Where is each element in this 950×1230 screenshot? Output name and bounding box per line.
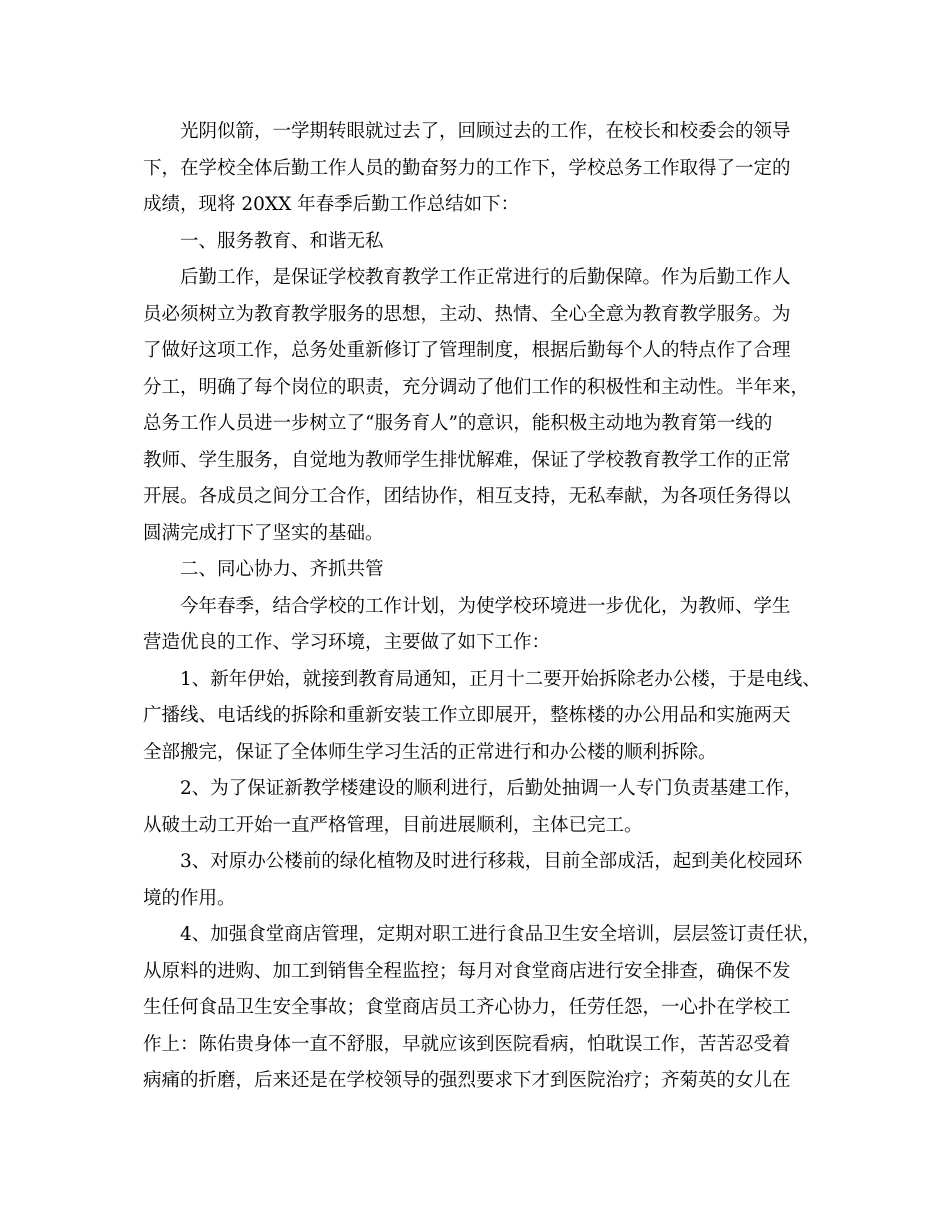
text-line: 从原料的进购、加工到销售全程监控；每月对食堂商店进行安全排查，确保不发 [143,960,791,982]
text-line: 作上：陈佑贵身体一直不舒服，早就应该到医院看病，怕耽误工作，苦苦忍受着 [143,1033,791,1055]
text-line: 圆满完成打下了坚实的基础。 [143,522,384,544]
text-line: 后勤工作，是保证学校教育教学工作正常进行的后勤保障。作为后勤工作人 [180,267,791,288]
text-line: 成绩，现将 20XX 年春季后勤工作总结如下： [143,194,520,215]
text-line: 境的作用。 [143,887,236,909]
section-heading: 一、服务教育、和谐无私 [180,230,384,252]
text-line: 广播线、电话线的拆除和重新安装工作立即展开，整栋楼的办公用品和实施两天 [143,705,791,726]
text-line: 病痛的折磨，后来还是在学校领导的强烈要求下才到医院治疗；齐菊英的女儿在 [143,1070,791,1091]
text-line: 从破土动工开始一直严格管理，目前进展顺利，主体已完工。 [143,814,643,836]
list-item-line: 2、为了保证新教学楼建设的顺利进行，后勤处抽调一人专门负责基建工作， [180,778,803,799]
text-line: 今年春季，结合学校的工作计划，为使学校环境进一步优化，为教师、学生 [180,595,791,617]
section-heading: 二、同心协力、齐抓共管 [180,559,384,580]
text-line: 总务工作人员进一步树立了“服务育人”的意识，能积极主动地为教育第一线的 [143,413,773,434]
text-line: 全部搬完，保证了全体师生学习生活的正常进行和办公楼的顺利拆除。 [143,741,717,763]
list-item-line: 3、对原办公楼前的绿化植物及时进行移栽，目前全部成活，起到美化校园环 [180,851,803,872]
text-line: 下，在学校全体后勤工作人员的勤奋努力的工作下，学校总务工作取得了一定的 [143,157,791,179]
list-item-line: 4、加强食堂商店管理，定期对职工进行食品卫生安全培训，层层签订责任状， [180,924,821,945]
text-line: 了做好这项工作，总务处重新修订了管理制度，根据后勤每个人的特点作了合理 [143,340,791,361]
text-line: 教师、学生服务，自觉地为教师学生排忧解难，保证了学校教育教学工作的正常 [143,449,791,471]
text-line: 分工，明确了每个岗位的职责，充分调动了他们工作的积极性和主动性。半年来， [143,376,810,398]
list-item-line: 1、新年伊始，就接到教育局通知，正月十二要开始拆除老办公楼，于是电线、 [180,668,821,690]
text-line: 员必须树立为教育教学服务的思想，主动、热情、全心全意为教育教学服务。为 [143,303,791,325]
text-line: 开展。各成员之间分工合作，团结协作，相互支持，无私奉献，为各项任务得以 [143,486,791,507]
text-line: 营造优良的工作、学习环境，主要做了如下工作： [143,632,551,653]
document-body [143,114,823,1100]
text-line: 光阴似箭，一学期转眼就过去了，回顾过去的工作，在校长和校委会的领导 [180,121,791,142]
text-line: 生任何食品卫生安全事故；食堂商店员工齐心协力，任劳任怨，一心扑在学校工 [143,997,791,1018]
